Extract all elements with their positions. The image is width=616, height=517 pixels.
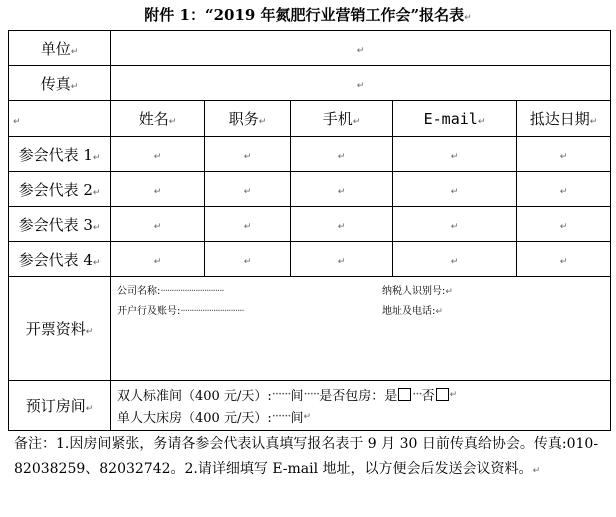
paragraph-mark-icon: ↵ [153, 222, 162, 232]
arrival-cell[interactable] [517, 137, 611, 172]
paragraph-mark-icon: ↵ [356, 46, 365, 56]
column-header-name: 姓名↵ [111, 101, 205, 137]
unit-field[interactable] [111, 31, 611, 66]
header-row [9, 101, 611, 137]
row-label: 参会代表 2↵ [9, 172, 111, 207]
column-header-arrival: 抵达日期↵ [517, 101, 611, 137]
paragraph-mark-icon: ↵ [559, 222, 568, 232]
invoice-line-1 [117, 279, 604, 299]
paragraph-mark-icon: ↵ [559, 187, 568, 197]
paragraph-mark-icon: ↵ [85, 327, 94, 337]
paragraph-mark-icon: ↵ [70, 81, 79, 92]
email-cell[interactable] [393, 207, 517, 242]
paragraph-mark-icon: ↵ [337, 222, 346, 232]
paragraph-mark-icon: ↵ [70, 46, 79, 57]
name-cell[interactable] [111, 172, 205, 207]
yes-checkbox[interactable] [398, 388, 411, 401]
registration-form-table [8, 30, 611, 431]
column-header-email: E-mail↵ [393, 101, 517, 137]
address-phone-field[interactable]: 地址及电话:↵ [382, 305, 443, 317]
title-cell[interactable] [205, 137, 291, 172]
paragraph-mark-icon: ↵ [303, 411, 312, 422]
room-label: 预订房间↵ [9, 381, 111, 431]
paragraph-mark-icon: ↵ [450, 257, 459, 267]
paragraph-mark-icon: ↵ [243, 257, 252, 267]
unit-row [9, 31, 611, 66]
header-corner [9, 101, 111, 137]
phone-cell[interactable] [291, 207, 393, 242]
paragraph-mark-icon: ↵ [85, 404, 94, 414]
name-cell[interactable] [111, 207, 205, 242]
arrival-cell[interactable] [517, 242, 611, 277]
phone-cell[interactable] [291, 137, 393, 172]
table-row [9, 137, 611, 172]
row-label: 参会代表 4↵ [9, 242, 111, 277]
paragraph-mark-icon: ↵ [13, 116, 21, 127]
paragraph-mark-icon: ↵ [92, 222, 101, 233]
arrival-cell[interactable] [517, 172, 611, 207]
email-cell[interactable] [393, 172, 517, 207]
table-row [9, 172, 611, 207]
fax-row [9, 66, 611, 101]
paragraph-mark-icon: ↵ [449, 389, 458, 400]
room-row [9, 381, 611, 431]
double-room-line: 双人标准间（400 元/天）: ······ 间 ····· 是否包房：是 ··· 否 ↵ [117, 387, 458, 404]
paragraph-mark-icon: ↵ [153, 152, 162, 162]
paragraph-mark-icon: ↵ [435, 306, 443, 317]
page-title [0, 4, 616, 25]
unit-label: 单位↵ [9, 31, 111, 66]
paragraph-mark-icon: ↵ [243, 187, 252, 197]
paragraph-mark-icon: ↵ [153, 187, 162, 197]
taxpayer-id-field[interactable]: 纳税人识别号:↵ [382, 285, 453, 297]
invoice-line-2 [117, 299, 604, 319]
paragraph-mark-icon: ↵ [92, 152, 101, 163]
paragraph-mark-icon: ↵ [450, 187, 459, 197]
phone-cell[interactable] [291, 242, 393, 277]
paragraph-mark-icon: ↵ [258, 117, 267, 127]
paragraph-mark-icon: ↵ [445, 286, 453, 297]
title-cell[interactable] [205, 242, 291, 277]
paragraph-mark-icon: ↵ [450, 152, 459, 162]
name-cell[interactable] [111, 137, 205, 172]
row-label: 参会代表 1↵ [9, 137, 111, 172]
paragraph-mark-icon: ↵ [243, 222, 252, 232]
paragraph-mark-icon: ↵ [356, 81, 365, 91]
paragraph-mark-icon: ↵ [92, 187, 101, 198]
paragraph-mark-icon: ↵ [477, 116, 486, 127]
single-room-line: 单人大床房（400 元/天）: ······ 间 ↵ [117, 409, 312, 426]
notes-text: 备注：1.因房间紧张，务请各参会代表认真填写报名表于 9 月 30 日前传真给协会。传真:010-82038259、82032742。2.请详细填写 E-mail 地址，以方便会后发送会议资料。 [14, 436, 599, 477]
bank-account-field[interactable]: 开户行及账号:····························· [117, 305, 244, 317]
fax-label: 传真↵ [9, 66, 111, 101]
paragraph-mark-icon: ↵ [589, 117, 598, 127]
title-text: 附件 1：“2019 年氮肥行业营销工作会”报名表 [144, 6, 465, 24]
table-row [9, 207, 611, 242]
column-header-title: 职务↵ [205, 101, 291, 137]
column-header-phone: 手机↵ [291, 101, 393, 137]
no-checkbox[interactable] [436, 388, 449, 401]
paragraph-mark-icon: ↵ [337, 152, 346, 162]
paragraph-mark-icon: ↵ [92, 257, 101, 268]
paragraph-mark-icon: ↵ [532, 466, 541, 476]
title-cell[interactable] [205, 172, 291, 207]
email-cell[interactable] [393, 242, 517, 277]
invoice-details [111, 277, 610, 321]
invoice-label: 开票资料↵ [9, 277, 111, 381]
paragraph-mark-icon: ↵ [559, 257, 568, 267]
paragraph-mark-icon: ↵ [352, 117, 361, 127]
arrival-cell[interactable] [517, 207, 611, 242]
fax-field[interactable] [111, 66, 611, 101]
paragraph-mark-icon: ↵ [243, 152, 252, 162]
paragraph-mark-icon: ↵ [153, 257, 162, 267]
paragraph-mark-icon: ↵ [559, 152, 568, 162]
phone-cell[interactable] [291, 172, 393, 207]
name-cell[interactable] [111, 242, 205, 277]
paragraph-mark-icon: ↵ [337, 187, 346, 197]
row-label: 参会代表 3↵ [9, 207, 111, 242]
paragraph-mark-icon: ↵ [337, 257, 346, 267]
paragraph-mark-icon: ↵ [464, 13, 472, 23]
table-row [9, 242, 611, 277]
email-cell[interactable] [393, 137, 517, 172]
notes-paragraph [14, 432, 606, 484]
title-cell[interactable] [205, 207, 291, 242]
company-name-field[interactable]: 公司名称:····························· [117, 285, 224, 297]
invoice-field[interactable] [111, 277, 611, 381]
room-details [111, 382, 610, 430]
invoice-row [9, 277, 611, 381]
paragraph-mark-icon: ↵ [450, 222, 459, 232]
paragraph-mark-icon: ↵ [168, 117, 177, 127]
room-field [111, 381, 611, 431]
